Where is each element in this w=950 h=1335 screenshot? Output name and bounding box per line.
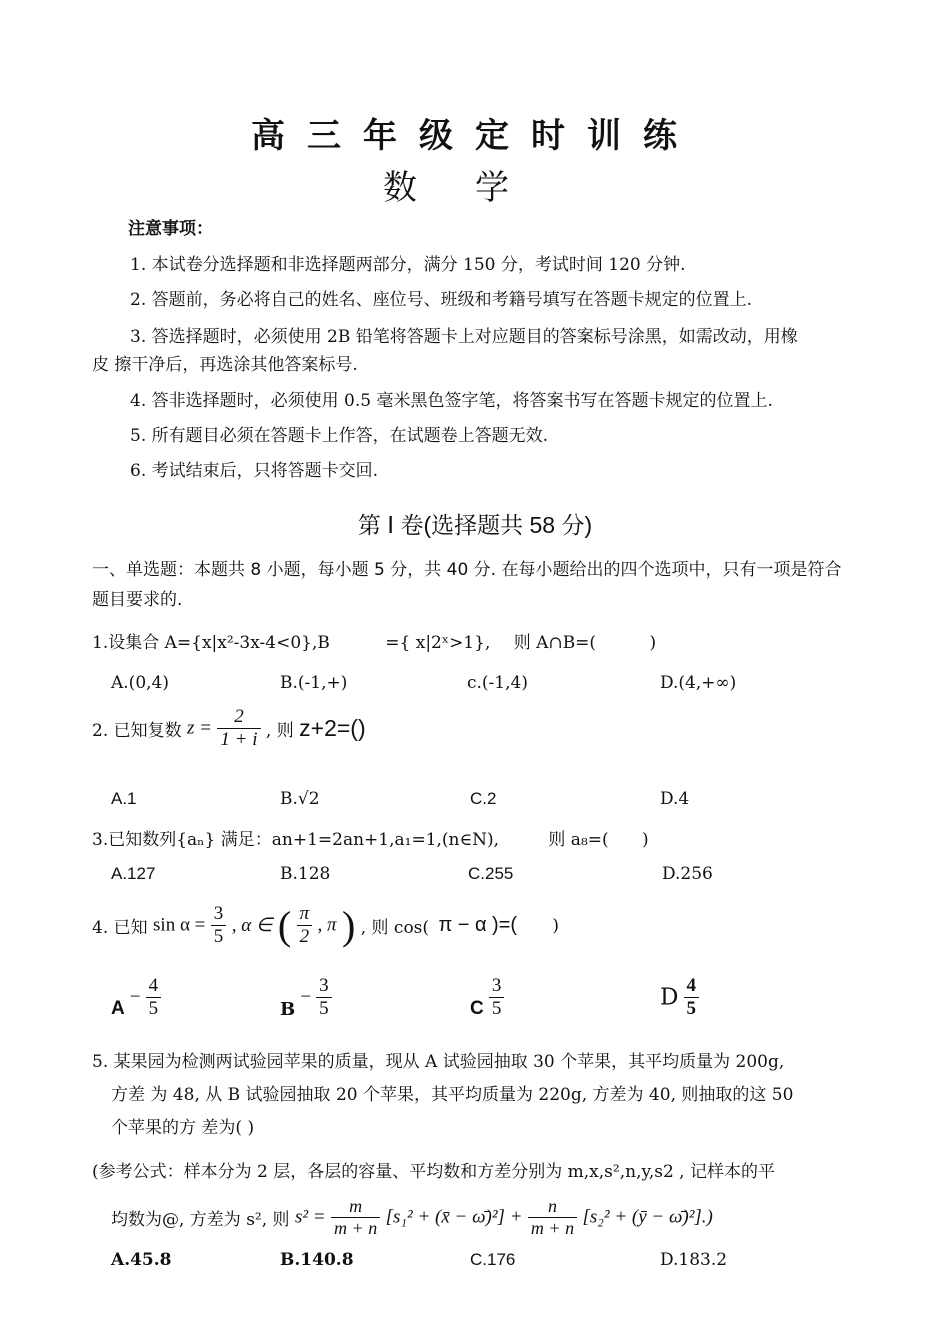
q4-stem-b: , 则 cos( (360, 918, 430, 938)
notice-item-5: 5. 所有题目必须在答题卡上作答，在试题卷上答题无效. (130, 426, 549, 446)
part-one-title: 第 Ⅰ 卷(选择题共 58 分) (357, 512, 593, 538)
q4-sin: sin α = (153, 914, 206, 936)
q3-stem-c: ) (642, 830, 649, 850)
q4-option-a: A − $\frac{4}{5}$ (111, 975, 161, 1020)
q4-stem-a: 4. 已知 (92, 918, 148, 938)
q5-formula-part1: [s₁² + (x̄ − ω̄)²] + (385, 1206, 523, 1228)
q5-fraction-m: $\frac{m}{m + n}$ (331, 1196, 380, 1239)
q4-option-b: B − $\frac{3}{5}$ (280, 975, 332, 1020)
q4-option-c: C $\frac{3}{5}$ (470, 975, 504, 1020)
notice-item-3: 3. 答选择题时，必须使用 2B 铅笔将答题卡上对应题目的答案标号涂黑，如需改动，用橡 (130, 327, 798, 347)
q1-option-d: D.(4,+∞) (660, 673, 737, 693)
q4-stem-d: )=( (492, 914, 518, 936)
notice-item-6: 6. 考试结束后，只将答题卡交回. (130, 461, 379, 481)
q4-option-d: D $\frac{4}{5}$ (660, 975, 699, 1020)
q2-option-a: A.1 (111, 789, 137, 808)
q4-left-paren: ( (277, 903, 292, 948)
q5-formula-part2: [s₂² + (ȳ − ω̄)²].) (582, 1206, 713, 1228)
q2-stem-a: 2. 已知复数 (92, 721, 182, 741)
q5-line-1: 5. 某果园为检测两试验园苹果的质量，现从 A 试验园抽取 30 个苹果，其平均质量为 200g, (92, 1052, 785, 1072)
q2-z-symbol: z = (187, 717, 212, 739)
notice-heading: 注意事项： (128, 219, 213, 239)
q1-stem-d: ) (649, 633, 657, 653)
question-1 (92, 628, 656, 653)
exam-title: 高三年级定时训练 (251, 116, 699, 156)
q5-option-a: A.45.8 (111, 1250, 172, 1270)
q1-option-a: A.(0,4) (111, 673, 169, 693)
q5-option-b: B.140.8 (280, 1250, 354, 1270)
notice-item-3-cont: 皮 擦干净后，再选涂其他答案标号. (92, 355, 358, 375)
q5-formula-s: s² = (294, 1206, 326, 1228)
q1-stem-a: 1.设集合 A={x|x²-3x-4<0},B (92, 633, 330, 653)
question-3 (92, 825, 649, 850)
q3-option-b: B.128 (280, 864, 331, 884)
notice-item-2: 2. 答题前，务必将自己的姓名、座位号、班级和考籍号填写在答题卡规定的位置上. (130, 290, 753, 310)
q1-option-c: c.(-1,4) (467, 673, 528, 693)
q5-fraction-n: $\frac{n}{m + n}$ (528, 1196, 577, 1239)
q5-option-d: D.183.2 (660, 1250, 728, 1270)
q4-sin-fraction: $\frac{3}{5}$ (211, 903, 227, 948)
notice-item-1: 1. 本试卷分选择题和非选择题两部分，满分 150 分，考试时间 120 分钟. (130, 255, 686, 275)
q5-reference-1: (参考公式：样本分为 2 层，各层的容量、平均数和方差分别为 m,x,s²,n,y,s2 , 记样本的平 (92, 1162, 775, 1182)
section-heading: 一、单选题：本题共 8 小题，每小题 5 分，共 40 分. 在每小题给出的四个选项中，只有一项是符合 题目要求的. (92, 560, 842, 610)
question-2 (92, 706, 366, 751)
q3-stem-a: 3.已知数列{aₙ} 满足：an+1=2an+1,a₁=1,(n∈N), (92, 830, 499, 850)
q2-stem-b: , 则 (265, 721, 294, 741)
q3-option-a: A.127 (111, 864, 156, 883)
q1-stem-b: ={ x|2ˣ>1}, (385, 633, 491, 653)
q2-fraction: $\frac{2}{1 + i}$ (217, 706, 260, 751)
q2-stem-c: z+2=() (299, 715, 366, 741)
q4-stem-c: π − α (438, 914, 487, 936)
q2-option-c: C.2 (470, 789, 497, 808)
q4-pi: , π (317, 914, 337, 936)
q4-stem-e: ) (552, 915, 560, 936)
q1-option-b: B.(-1,+) (280, 673, 348, 693)
q4-right-paren: ) (341, 903, 356, 948)
q3-stem-b: 则 a₈=( (548, 830, 609, 850)
subject-title: 数学 (383, 168, 567, 208)
notice-item-4: 4. 答非选择题时，必须使用 0.5 毫米黑色签字笔，将答案书写在答题卡规定的位置上. (130, 391, 773, 411)
q3-option-c: C.255 (468, 864, 514, 883)
q4-pi-half: $\frac{\pi}{2}$ (297, 903, 313, 948)
q2-option-b: B.√2 (280, 789, 320, 809)
q5-reference-2: 均数为@, 方差为 s², 则 s² = $\frac{m}{m + n}$ [s₁² + (x̄ − ω̄)²] + $\frac{n}{m + n}$ [s₂² + (ȳ − ω̄)²].) (111, 1196, 713, 1238)
q2-option-d: D.4 (660, 789, 690, 809)
q5-line-3: 个苹果的方 差为( ) (111, 1118, 255, 1138)
q4-alpha-in: , α ∈ (231, 915, 273, 936)
q3-option-d: D.256 (662, 864, 713, 884)
question-4 (92, 902, 559, 949)
q5-option-c: C.176 (470, 1250, 516, 1269)
q5-line-2: 方差 为 48, 从 B 试验园抽取 20 个苹果，其平均质量为 220g, 方差为 40, 则抽取的这 50 (111, 1085, 794, 1105)
q1-stem-c: 则 A∩B=( (513, 633, 597, 653)
